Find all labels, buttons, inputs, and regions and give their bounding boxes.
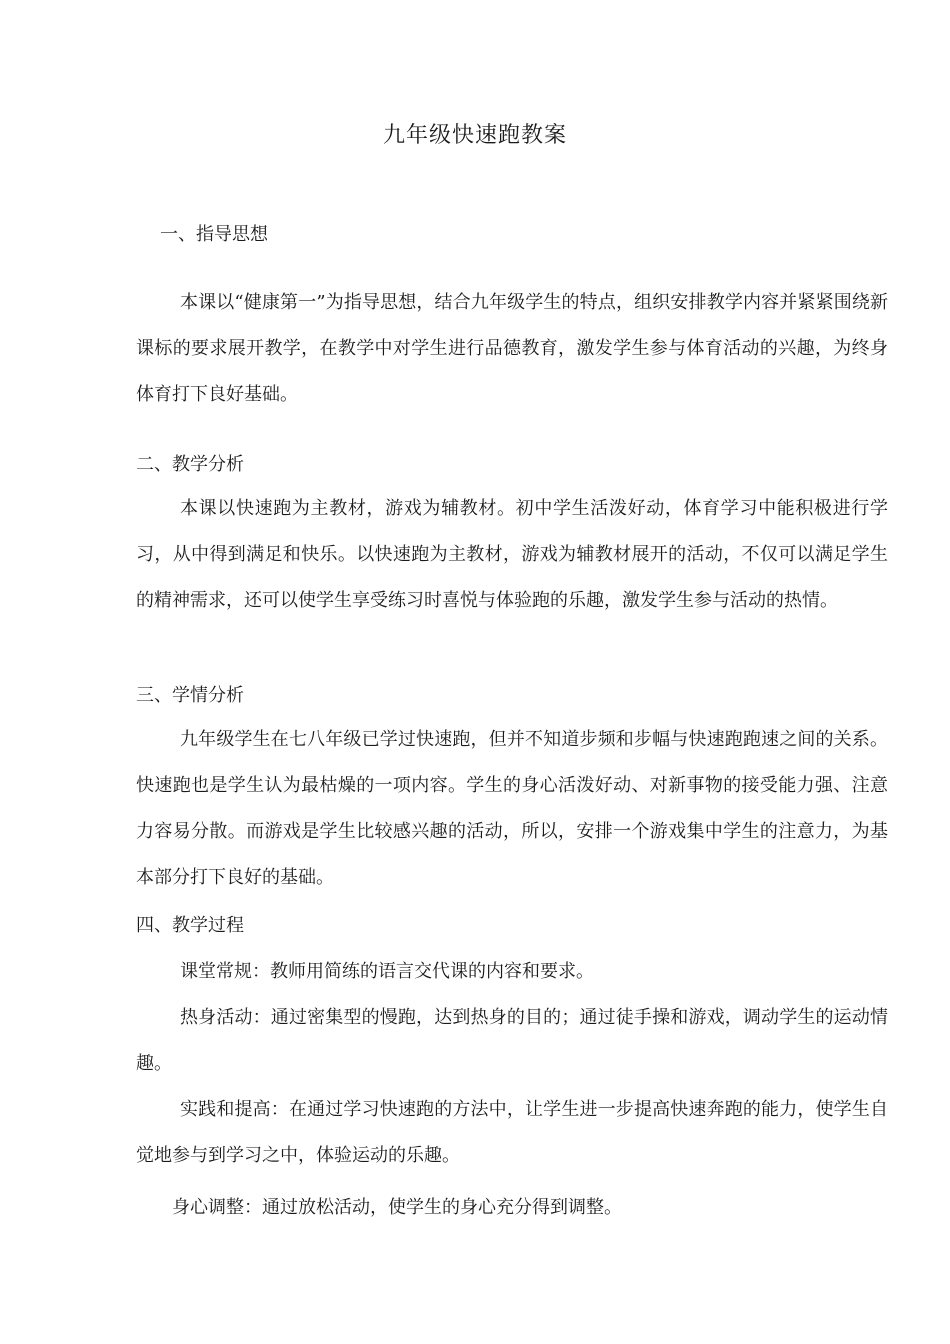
section-paragraph: 九年级学生在七八年级已学过快速跑，但并不知道步频和步幅与快速跑跑速之间的关系。快速跑也是学生认为最枯燥的一项内容。学生的身心活泼好动、对新事物的接受能力强、注意力容易分散。而游戏是学生比较感兴趣的活动，所以，安排一个游戏集中学生的注意力，为基本部分打下良好的基础。: [136, 729, 888, 888]
section-heading-teaching-analysis: 二、教学分析: [136, 454, 244, 475]
process-item-practice: 实践和提高：在通过学习快速跑的方法中，让学生进一步提高快速奔跑的能力，使学生自觉地参与到学习之中，体验运动的乐趣。: [136, 1099, 888, 1166]
process-item-class-routine: 课堂常规：教师用简练的语言交代课的内容和要求。: [180, 961, 594, 982]
section-paragraph: 本课以快速跑为主教材，游戏为辅教材。初中学生活泼好动，体育学习中能积极进行学习，从中得到满足和快乐。以快速跑为主教材，游戏为辅教材展开的活动，不仅可以满足学生的精神需求，还可以使学生享受练习时喜悦与体验跑的乐趣，激发学生参与活动的热情。: [136, 498, 888, 611]
process-item-warm-up: 热身活动：通过密集型的慢跑，达到热身的目的；通过徒手操和游戏，调动学生的运动情趣。: [136, 1007, 888, 1074]
section-heading-student-analysis: 三、学情分析: [136, 685, 244, 706]
document-title: 九年级快速跑教案: [382, 123, 567, 148]
process-item-cool-down: 身心调整：通过放松活动，使学生的身心充分得到调整。: [172, 1197, 622, 1218]
section-heading-guiding-ideology: 一、指导思想: [160, 224, 268, 245]
section-paragraph: 本课以“健康第一”为指导思想，结合九年级学生的特点，组织安排教学内容并紧紧围绕新课标的要求展开教学，在教学中对学生进行品德教育，激发学生参与体育活动的兴趣，为终身体育打下良好基础。: [136, 292, 888, 405]
section-heading-teaching-process: 四、教学过程: [136, 915, 244, 936]
